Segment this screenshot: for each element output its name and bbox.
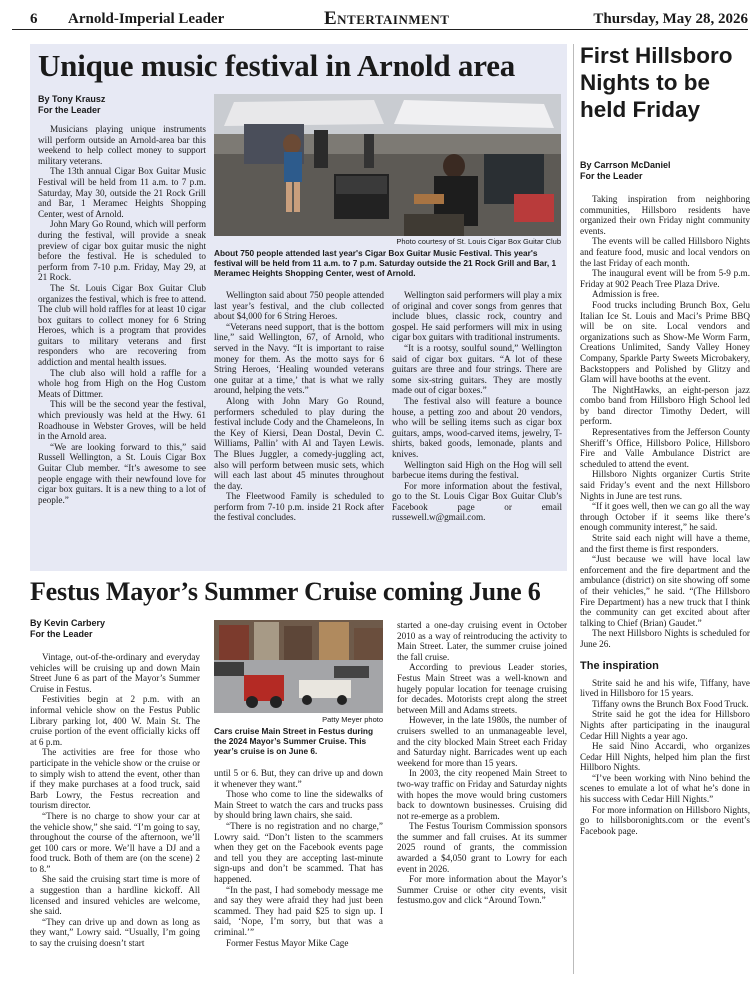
paragraph: “There is no charge to show your car at the vehicle show,” she said. “I’m going to say, throughout the course of the afternoon, we’ll get 100 cars or more. We’ll have a DJ and a food truck. Both of them are (on the scene) 2 to 8.”	[30, 810, 200, 874]
article3-column-2	[214, 768, 383, 978]
paragraph: “I’ve been working with Nino behind the scenes to emulate a lot of what he’s done in his success with Cedar Hill Nights.”	[580, 772, 750, 805]
paragraph: “There is no registration and no charge,” Lowry said. “Don’t listen to the scammers when they get on the Facebook events page and tell you they are accepting last-minute sign-ups and don’t be scammed. That has happened.	[214, 820, 383, 884]
festival-photo-caption: About 750 people attended last year's Cigar Box Guitar Music Festival. This year's festival will be held from 11 a.m. to 7 p.m. Saturday outside the 21 Rock Grill and Bar, 1 Meramec Heights Shopping Center, west of Arnold.	[214, 248, 557, 278]
paragraph: The events will be called Hillsboro Nights and feature food, music and local vendors on the last Friday of each month.	[580, 236, 750, 268]
paragraph: Musicians playing unique instruments will perform outside an Arnold-area bar this weekend to help collect money to support military veterans.	[38, 124, 206, 166]
article3-byline	[30, 618, 200, 640]
article2-text-a	[580, 194, 750, 650]
column-divider	[573, 44, 574, 974]
article3-byline-name: By Kevin Carbery	[30, 618, 106, 628]
article1-col1-text	[38, 124, 206, 505]
paragraph: In 2003, the city reopened Main Street to two-way traffic on Friday and Saturday nights with hopes the move would bring customers back to downtown businesses. Cruising did not re-emerge as a problem.	[397, 768, 567, 821]
paragraph: Wellington said about 750 people attended last year’s festival, and the club collected about $4,000 for 6 String Heroes.	[214, 290, 384, 322]
paragraph: “It is a rootsy, soulful sound,” Wellington said of cigar box guitars. “A lot of these guitars are three and four strings. There are some six-string guitars. They are mostly made out of cigar boxes.”	[392, 342, 562, 396]
article1-col3-text	[392, 290, 562, 523]
cruise-photo-illustration	[214, 620, 383, 713]
page-header	[12, 8, 748, 30]
article2-byline	[580, 160, 750, 182]
paragraph: “We are looking forward to this,” said Russell Wellington, a St. Louis Cigar Box Guitar Club member. “It’s awesome to see people engage with their newfound love for cigar box guitars. It is a new thing to a lot of people.”	[38, 441, 206, 505]
article1-column-1	[38, 94, 206, 564]
paragraph: For more information about the Mayor’s Summer Cruise or other city events, visit festusmo.gov and click “Around Town.”	[397, 874, 567, 906]
paragraph: Admission is free.	[592, 289, 660, 300]
article2-byline-role: For the Leader	[580, 171, 643, 181]
paragraph: For more information about the festival, go to the St. Louis Cigar Box Guitar Club’s Facebook page or email russewell.w@gmail.com.	[392, 480, 562, 523]
article3-column-1	[30, 618, 200, 978]
article3-col1-text	[30, 652, 200, 949]
article3-byline-role: For the Leader	[30, 629, 93, 639]
paragraph: However, in the late 1980s, the number of cruisers swelled to an unmanageable level, and the city blocked Main Street each Friday and Saturday night. Barricades went up each weekend for more than 15 years.	[397, 715, 567, 768]
paragraph: The activities are free for those who participate in the vehicle show or the cruise or to simply wish to attend the event, other than if they make purchases at a food truck, said Barb Lowry, the Festus recreation and tourism director.	[30, 747, 200, 811]
article2-headline: First Hillsboro Nights to be held Friday	[580, 43, 733, 122]
paragraph: Vintage, out-of-the-ordinary and everyday vehicles will be cruising up and down Main Street June 6 as part of the Mayor’s Summer Cruise in Festus.	[30, 652, 200, 694]
paragraph: Strite said each night will have a theme, and the first theme is first responders.	[580, 533, 750, 554]
paragraph: Strite said he got the idea for Hillsboro Nights after participating in the inaugural Cedar Hill Nights a year ago.	[580, 709, 750, 741]
paragraph: started a one-day cruising event in October 2010 as a way of reintroducing the activity to Main Street. Later, the summer cruise joined the fall cruise.	[397, 620, 567, 662]
paragraph: Wellington said performers will play a mix of original and cover songs from genres that include blues, classic rock, country and gospel. He said performers will mix in using cigar box guitars with traditional instruments.	[392, 290, 562, 343]
paragraph: The club also will hold a raffle for a whole hog from High on the Hog Custom Meats of Dittmer.	[38, 367, 206, 399]
paragraph: Along with John Mary Go Round, performers scheduled to play during the festival include Cody and the Chameleons, In the Key of Kiersi, Dean Dostal, Devin C. Williams, Pallin’ with Al and Tayen Lewis. The Blues Juggler, a comedy-juggling act, also will perform between music sets, which will each last about 45 minutes throughout the day.	[214, 395, 384, 491]
paragraph: “Veterans need support, that is the bottom line,” said Wellington, 67, of Arnold, who served in the Navy. “It is important to raise money for them. As the motto says for 6 String Heroes, ‘Healing wounded veterans one guitar at a time,’ that is what we rally around, helping the vets.”	[214, 321, 384, 396]
article1-byline-role: For the Leader	[38, 105, 101, 115]
paragraph: For more information on Hillsboro Nights, go to hillsboronights.com or the event’s Facebook page.	[580, 804, 750, 836]
paragraph: Food trucks including Brunch Box, Gelu Italian Ice St. Louis and Maci’s Prime BBQ will be on site. Local vendors and organizations such as Show-Me Worm Farm, Creations Unlimited, Sandy Valley Honey Company, Sparkle Party Sweets Microbakery, Backstoppers and Polished by Glitzy and Glam will have booths at the event.	[580, 299, 750, 385]
paragraph: Wellington said High on the Hog will sell barbecue items during the festival.	[392, 459, 562, 481]
article3-col3-text	[397, 620, 567, 906]
publication-name: Arnold-Imperial Leader	[68, 11, 225, 27]
paragraph: The festival also will feature a bounce house, a petting zoo and about 20 vendors, who will be selling items such as cigar box guitars, amps, wood-carved items, jewelry, T-shirts, baked goods, lemonade, plants and knives.	[392, 395, 562, 459]
article2-text-b	[580, 678, 750, 837]
article3-column-3	[397, 620, 567, 978]
cruise-photo	[214, 620, 383, 713]
article3-col2-text	[214, 768, 383, 948]
article1-column-3	[392, 290, 562, 568]
article3-headline: Festus Mayor’s Summer Cruise coming June 6	[30, 577, 541, 606]
paragraph: The 13th annual Cigar Box Guitar Music Festival will be held from 11 a.m. to 7 p.m. Saturday, May 30, outside the 21 Rock Grill and Bar, 1 Meramec Heights Shopping Center, west of Arnold.	[38, 166, 206, 219]
paragraph: According to previous Leader stories, Festus Main Street was a well-known and hugely popular location for teenage cruising for decades. Motorists crept along the street between Mill and Adams streets.	[397, 662, 567, 715]
paragraph: Those who come to line the sidewalks of Main Street to watch the cars and trucks pass by should bring lawn chairs, she said.	[214, 789, 383, 821]
paragraph: John Mary Go Round, which will perform during the festival, will provide a sneak preview of cigar box guitar music the night before the festival. He is scheduled to perform from 7-10 p.m. Friday, May 29, at 21 Rock.	[38, 219, 206, 283]
paragraph: Tiffany owns the Brunch Box Food Truck.	[592, 698, 749, 709]
paragraph: She said the cruising start time is more of a suggestion than a hardline kickoff. All licensed and insured vehicles are welcome, she said.	[30, 874, 200, 917]
paragraph: “They can drive up and down as long as they want,” Lowry said. “Usually, I’m going to say the cruising doesn’t start	[30, 916, 200, 949]
article1-col2-text	[214, 290, 384, 523]
paragraph: The inaugural event will be from 5-9 p.m. Friday at 902 Peach Tree Plaza Drive.	[580, 268, 750, 289]
issue-date: Thursday, May 28, 2026	[593, 11, 748, 27]
paragraph: He said Nino Accardi, who organizes Cedar Hill Nights, helped him plan the first Hillboro Nights.	[580, 741, 750, 773]
paragraph: Festivities begin at 2 p.m. with an informal vehicle show on the Festus Public Library parking lot, 400 W. Main St. The cruise portion of the event officially kicks off at 6 p.m.	[30, 694, 200, 747]
paragraph: Strite said he and his wife, Tiffany, have lived in Hillsboro for 15 years.	[580, 677, 750, 699]
cruise-photo-caption: Cars cruise Main Street in Festus during the 2024 Mayor’s Summer Cruise. This year’s cruise is on June 6.	[214, 726, 374, 756]
section-name: Entertainment	[324, 8, 450, 29]
paragraph: “If it goes well, then we can go all the way through October if it seems like there’s enough community interest,” he said.	[580, 501, 750, 533]
article1-byline	[38, 94, 206, 116]
paragraph: This will be the second year the festival, which previously was held at the Hwy. 61 Roadhouse in Webster Groves, will be held in the Arnold area.	[38, 399, 206, 442]
paragraph: until 5 or 6. But, they can drive up and down it whenever they want.”	[214, 768, 383, 789]
paragraph: Taking inspiration from neighboring communities, Hillsboro residents have organized their own Friday night community events.	[580, 194, 750, 236]
article1-column-2	[214, 290, 384, 568]
festival-photo	[214, 94, 561, 236]
cruise-photo-credit: Patty Meyer photo	[322, 715, 383, 724]
paragraph: The Fleetwood Family is scheduled to perform from 7-10 p.m. inside 21 Rock after the festival concludes.	[214, 491, 384, 523]
paragraph: The NightHawks, an eight-person jazz combo band from Hillsboro High School led by band director Timothy Dedert, will perform.	[580, 384, 750, 427]
paragraph: The Festus Tourism Commission sponsors the summer and fall cruises. At its summer 2025 round of grants, the commission awarded a $4,050 grant to Lowry for each event in 2026.	[397, 821, 567, 874]
paragraph: “In the past, I had somebody message me and say they were afraid they had just been scammed. They had paid $25 to sign up. I said, ‘Nope, I’m sorry, but that was a criminal.’”	[214, 884, 383, 937]
article1-headline: Unique music festival in Arnold area	[38, 48, 516, 83]
article2-column	[580, 160, 750, 978]
festival-photo-illustration	[214, 94, 561, 236]
paragraph: Representatives from the Jefferson County Sheriff’s Office, Hillsboro Police, Hillsboro Fire and Valle Ambulance District are scheduled to attend the event.	[580, 427, 750, 469]
paragraph: Hillsboro Nights organizer Curtis Strite said Friday’s event and the next Hillsboro Nights in June are test runs.	[580, 469, 750, 501]
article2-subhead: The inspiration	[580, 659, 659, 672]
paragraph: “Just because we will have local law enforcement and the fire department and the ambulance (district) on site showing off some of their vehicles,” he said. “(The Hillsboro Fire Department) has a new truck that I think the community can get excited about after talking to Chief (Brian) Gaudet.”	[580, 554, 750, 628]
festival-photo-credit: Photo courtesy of St. Louis Cigar Box Guitar Club	[396, 237, 561, 246]
article1-byline-name: By Tony Krausz	[38, 94, 106, 104]
paragraph: The St. Louis Cigar Box Guitar Club organizes the festival, which is free to attend. The club will hold raffles for at least 10 cigar box guitars to collect money for 6 String Heroes, which is a program that provides guitars to military veterans and first responders who are recovering from addiction and mental health issues.	[38, 282, 206, 368]
article2-byline-name: By Carrson McDaniel	[580, 160, 671, 170]
paragraph: Former Festus Mayor Mike Cage	[226, 937, 349, 948]
page-number: 6	[30, 11, 38, 27]
paragraph: The next Hillsboro Nights is scheduled for June 26.	[580, 628, 750, 649]
